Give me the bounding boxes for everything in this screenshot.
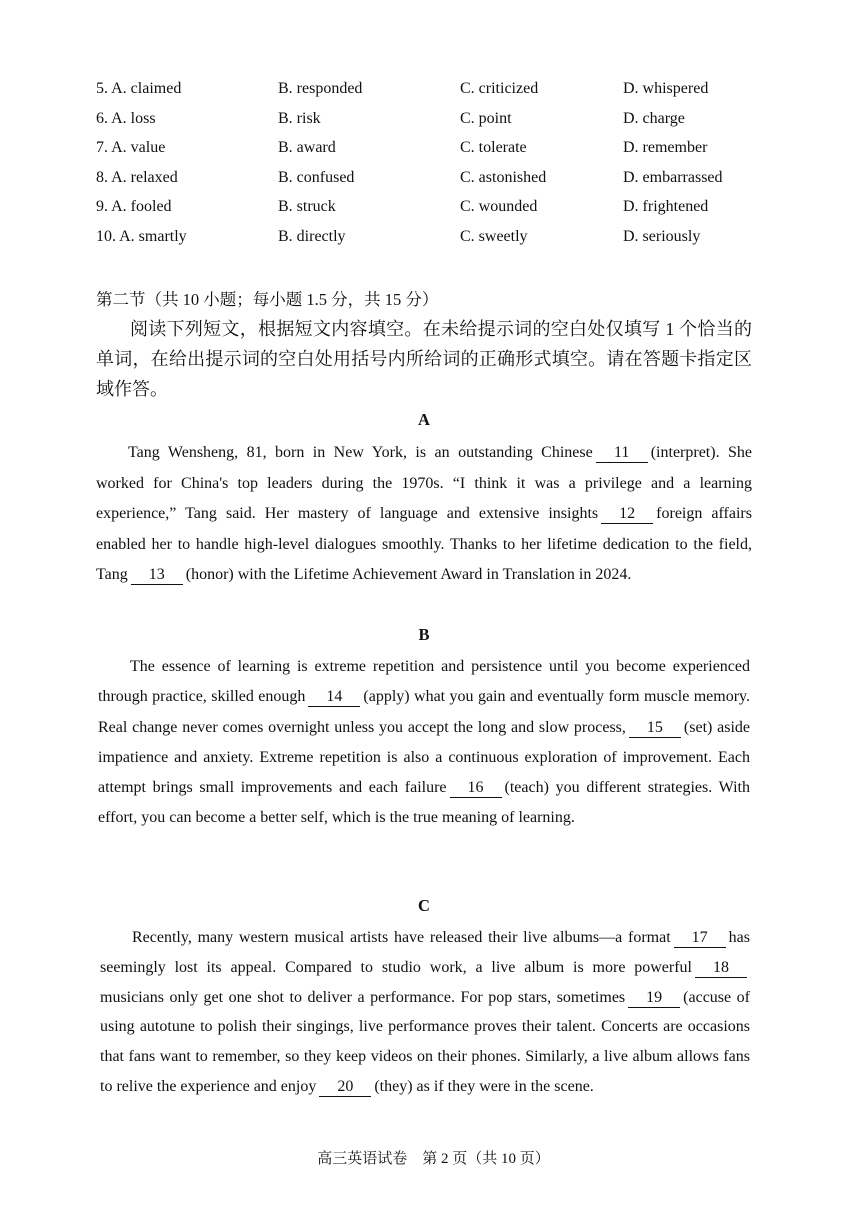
blank-14[interactable]: 14	[308, 688, 360, 707]
option-row-5	[96, 80, 776, 110]
option-a: 9. A. fooled	[96, 198, 172, 215]
blank-20[interactable]: 20	[319, 1078, 371, 1097]
option-row-7	[96, 139, 776, 169]
option-b: B. directly	[278, 227, 346, 245]
option-d: D. remember	[623, 139, 708, 156]
option-b: B. responded	[278, 80, 363, 97]
option-c: C. tolerate	[460, 139, 527, 156]
option-c: C. point	[460, 109, 512, 127]
option-a: 10. A. smartly	[96, 227, 187, 245]
blank-19[interactable]: 19	[628, 989, 680, 1008]
passage-c-text: Recently, many western musical artists have released their live albums—a format 17 has seemingly lost its appeal. Compared to studio work, a live album is more powerful 18musicians only get one shot to deliver a performance. For pop stars, sometimes 19 (accuse of using autotune to polish their singings, live performance proves their talent. Concerts are occasions that fans want to remember, so they keep videos on their phones. Similarly, a live album allows fans to relive the experience and enjoy 20 (they) as if they were in the scene.	[100, 929, 750, 1095]
blank-11[interactable]: 11	[596, 444, 648, 463]
blank-17[interactable]: 17	[674, 929, 726, 948]
passage-b-heading: B	[418, 625, 430, 644]
passage-a-text: Tang Wensheng, 81, born in New York, is an outstanding Chinese 11 (interpret). She worked for China's top leaders during the 1970s. “I think it was a privilege and a learning experience,” Tang said. Her mastery of language and extensive insights 12 foreign affairs enabled her to handle high-level dialogues smoothly. Thanks to her lifetime dedication to the field, Tang 13 (honor) with the Lifetime Achievement Award in Translation in 2024.	[96, 444, 753, 583]
option-d: D. seriously	[623, 227, 701, 245]
option-b: B. award	[278, 139, 336, 156]
passage-c-heading: C	[418, 896, 430, 915]
option-c: C. astonished	[460, 168, 547, 186]
section-title: 第二节（共 10 小题；每小题 1.5 分，共 15 分）	[96, 290, 439, 309]
option-d: D. frightened	[623, 198, 709, 215]
option-a: 8. A. relaxed	[96, 168, 178, 186]
option-row-8	[96, 169, 776, 199]
option-list	[96, 80, 776, 257]
option-c: C. sweetly	[460, 227, 528, 245]
option-c: C. wounded	[460, 198, 538, 215]
option-row-6	[96, 110, 776, 140]
section-instructions: 阅读下列短文，根据短文内容填空。在未给提示词的空白处仅填写 1 个恰当的单词，在给出提示词的空白处用括号内所给词的正确形式填空。请在答题卡指定区域作答。	[96, 319, 752, 399]
option-row-10	[96, 228, 776, 258]
option-b: B. confused	[278, 168, 355, 186]
option-a: 5. A. claimed	[96, 80, 182, 97]
option-c: C. criticized	[460, 80, 539, 97]
blank-12[interactable]: 12	[601, 505, 653, 524]
option-d: D. charge	[623, 109, 685, 127]
option-d: D. whispered	[623, 80, 709, 97]
passage-a-heading: A	[418, 410, 430, 429]
blank-15[interactable]: 15	[629, 719, 681, 738]
blank-13[interactable]: 13	[131, 566, 183, 585]
option-b: B. risk	[278, 109, 321, 127]
blank-16[interactable]: 16	[450, 779, 502, 798]
blank-18[interactable]: 18	[695, 959, 747, 978]
passage-b-text: The essence of learning is extreme repetition and persistence until you become experienced through practice, skilled enough 14 (apply) what you gain and eventually form muscle memory. Real change never comes overnight unless you accept the long and slow process, 15 (set) aside impatience and anxiety. Extreme repetition is also a continuous exploration of improvement. Each attempt brings small improvements and each failure 16 (teach) you different strategies. With effort, you can become a better self, which is the true meaning of learning.	[98, 658, 750, 827]
option-a: 6. A. loss	[96, 109, 156, 127]
option-d: D. embarrassed	[623, 168, 723, 186]
option-row-9	[96, 198, 776, 228]
option-b: B. struck	[278, 198, 336, 215]
option-a: 7. A. value	[96, 139, 166, 156]
page-footer: 高三英语试卷 第 2 页（共 10 页）	[317, 1151, 550, 1167]
